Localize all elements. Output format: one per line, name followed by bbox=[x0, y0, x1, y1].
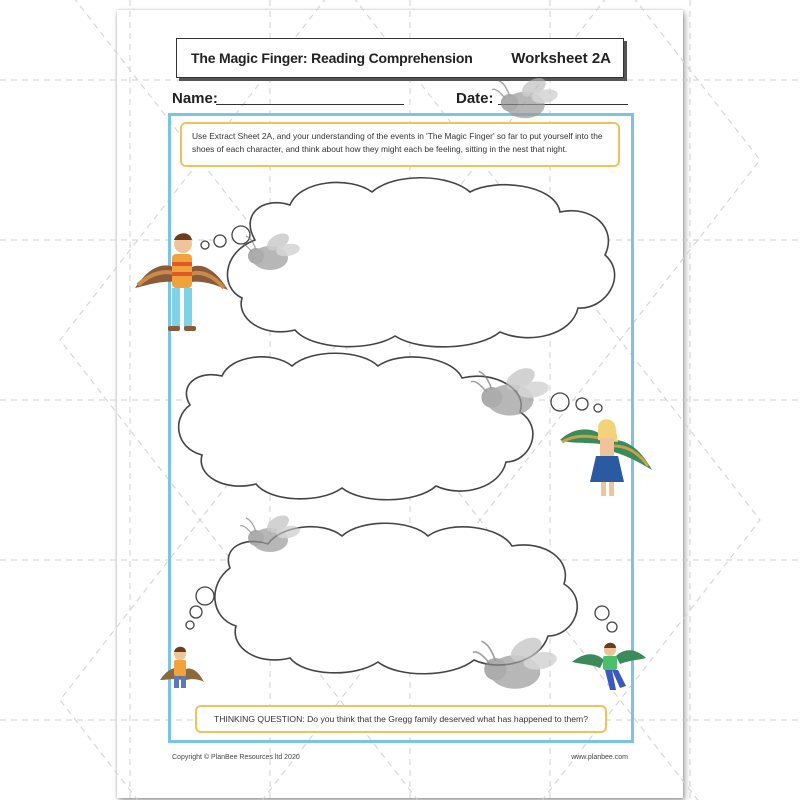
website-text: www.planbee.com bbox=[571, 754, 628, 761]
copyright-text: Copyright © PlanBee Resources ltd 2020 bbox=[172, 754, 300, 761]
boy-bird-character-right bbox=[572, 643, 646, 690]
thought-bubble-dot bbox=[190, 606, 202, 618]
thought-bubble-dot bbox=[576, 398, 588, 410]
mr-gregg-bird-character bbox=[135, 233, 228, 331]
thought-bubble-dot bbox=[196, 587, 214, 605]
thinking-question-box: THINKING QUESTION: Do you think that the Gregg family deserved what has happened to them? bbox=[195, 705, 607, 733]
boy-bird-character-left bbox=[160, 647, 204, 688]
date-label: Date: bbox=[456, 90, 494, 107]
thought-bubble-dot bbox=[594, 404, 602, 412]
thought-cloud-2[interactable] bbox=[179, 353, 533, 500]
thought-bubble-dot bbox=[201, 241, 209, 249]
thought-bubble-dot bbox=[214, 235, 226, 247]
fly-icon bbox=[492, 74, 559, 118]
worksheet-label: Worksheet 2A bbox=[511, 49, 611, 67]
name-label: Name: bbox=[172, 90, 218, 107]
thought-bubble-dot bbox=[186, 621, 194, 629]
mrs-gregg-bird-character bbox=[560, 419, 652, 496]
instruction-box: Use Extract Sheet 2A, and your understanding of the events in 'The Magic Finger' so far to put yourself into the shoes of each character, and think about how they might each be feeling, sitting in the nest that night. bbox=[180, 122, 620, 167]
thought-bubble-dot bbox=[607, 622, 617, 632]
thought-bubble-dot bbox=[551, 393, 569, 411]
thought-bubble-dot bbox=[595, 606, 609, 620]
thought-bubble-dot bbox=[232, 226, 250, 244]
worksheet-title: The Magic Finger: Reading Comprehension bbox=[191, 50, 473, 66]
